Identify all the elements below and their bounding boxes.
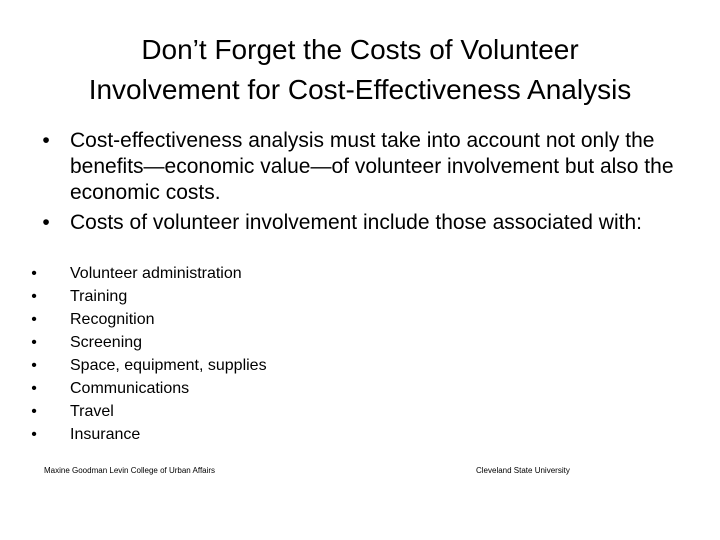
sub-bullet-list	[28, 262, 428, 446]
bullet-dot-icon: •	[42, 129, 50, 152]
sub-bullet-item	[28, 331, 428, 354]
bullet-item	[28, 210, 688, 236]
bullet-text: Cost-effectiveness analysis must take into account not only the benefits—economic value—of volunteer involvement but also the economic costs.	[70, 129, 674, 204]
bullet-dot-icon: •	[31, 334, 37, 351]
slide-title-line-1: Don’t Forget the Costs of Volunteer	[141, 34, 579, 65]
sub-bullet-text: Travel	[70, 403, 114, 420]
bullet-dot-icon: •	[31, 265, 37, 282]
sub-bullet-item	[28, 308, 428, 331]
bullet-dot-icon: •	[31, 288, 37, 305]
bullet-dot-icon: •	[31, 380, 37, 397]
sub-bullet-text: Insurance	[70, 426, 141, 443]
footer-university-name: Cleveland State University	[476, 466, 570, 475]
bullet-dot-icon: •	[31, 357, 37, 374]
sub-bullet-text: Communications	[70, 380, 190, 397]
sub-bullet-item	[28, 377, 428, 400]
bullet-dot-icon: •	[31, 311, 37, 328]
sub-bullet-item	[28, 262, 428, 285]
sub-bullet-text: Training	[70, 288, 128, 305]
bullet-dot-icon: •	[42, 211, 50, 234]
main-bullet-list	[28, 128, 688, 240]
bullet-dot-icon: •	[31, 403, 37, 420]
sub-bullet-item	[28, 285, 428, 308]
bullet-dot-icon: •	[31, 426, 37, 443]
sub-bullet-text: Volunteer administration	[70, 265, 242, 282]
sub-bullet-text: Recognition	[70, 311, 155, 328]
sub-bullet-text: Screening	[70, 334, 143, 351]
sub-bullet-item	[28, 354, 428, 377]
sub-bullet-item	[28, 400, 428, 423]
footer-college-name: Maxine Goodman Levin College of Urban Affairs	[44, 466, 216, 475]
bullet-item	[28, 128, 688, 206]
slide-title-line-2: Involvement for Cost-Effectiveness Analysis	[88, 74, 632, 105]
bullet-text: Costs of volunteer involvement include those associated with:	[70, 211, 642, 234]
sub-bullet-item	[28, 423, 428, 446]
slide-title	[40, 30, 680, 110]
sub-bullet-text: Space, equipment, supplies	[70, 357, 267, 374]
